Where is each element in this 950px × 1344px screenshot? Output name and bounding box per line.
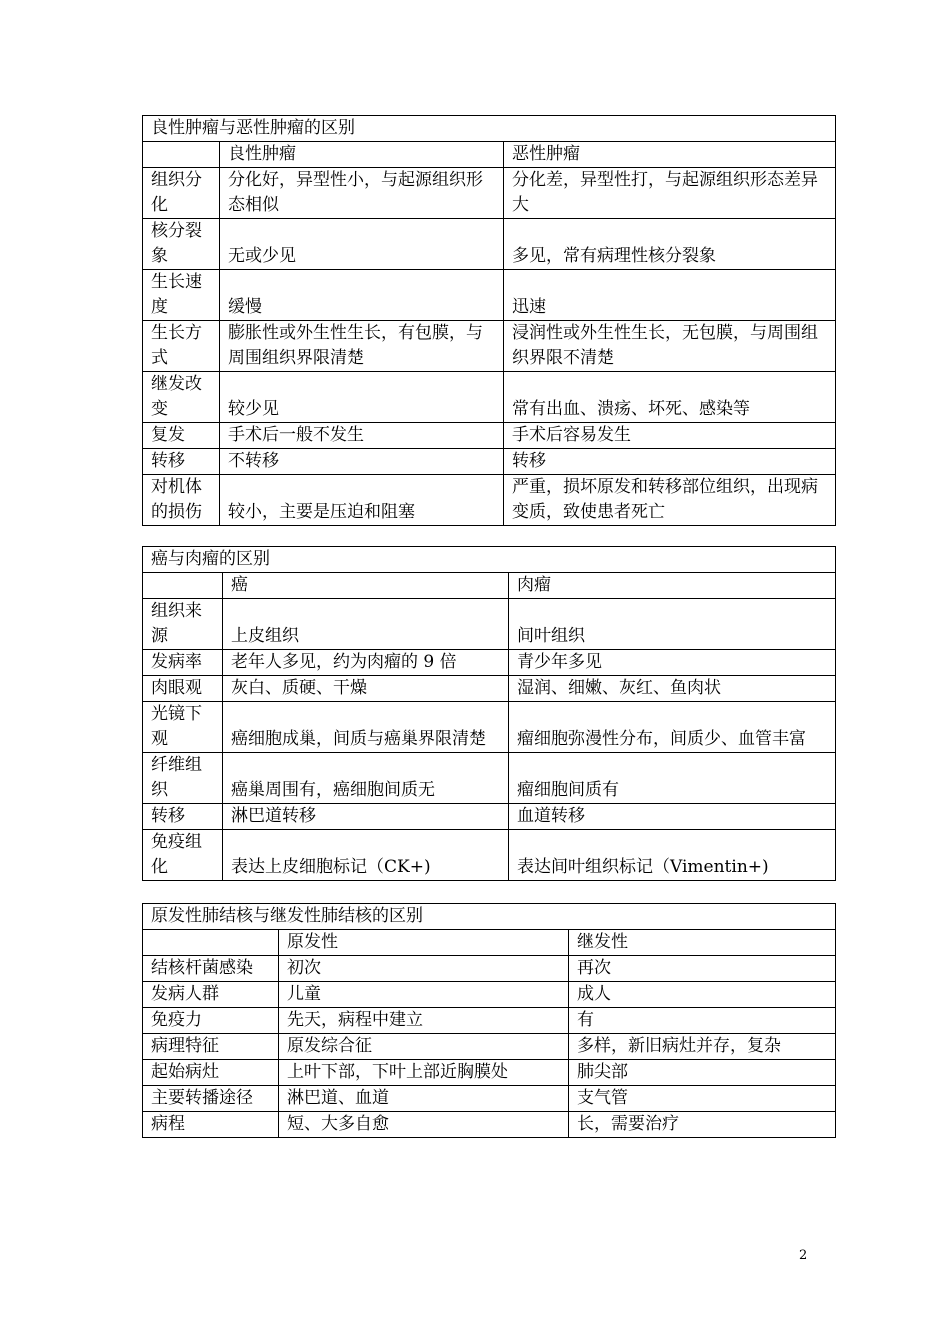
table-cell: 转移 bbox=[504, 449, 836, 475]
table-cell: 手术后一般不发生 bbox=[220, 423, 504, 449]
primary-vs-secondary-tb-table bbox=[142, 903, 836, 1138]
table-cell: 表达上皮细胞标记（CK+) bbox=[223, 830, 509, 881]
table-cell: 支气管 bbox=[569, 1086, 836, 1112]
table-row bbox=[143, 956, 836, 982]
table-cell: 多见，常有病理性核分裂象 bbox=[504, 219, 836, 270]
row-label: 核分裂象 bbox=[143, 219, 220, 270]
table-row bbox=[143, 168, 836, 219]
table-cell: 浸润性或外生性生长，无包膜，与周围组织界限不清楚 bbox=[504, 321, 836, 372]
table-row bbox=[143, 1112, 836, 1138]
table-cell: 成人 bbox=[569, 982, 836, 1008]
table-row bbox=[143, 449, 836, 475]
table-cell: 湿润、细嫩、灰红、鱼肉状 bbox=[509, 676, 836, 702]
table-row bbox=[143, 702, 836, 753]
table-row bbox=[143, 475, 836, 526]
row-label: 复发 bbox=[143, 423, 220, 449]
table-cell: 表达间叶组织标记（Vimentin+) bbox=[509, 830, 836, 881]
table-row bbox=[143, 982, 836, 1008]
table-cell: 分化差，异型性打，与起源组织形态差异大 bbox=[504, 168, 836, 219]
header-cell: 继发性 bbox=[569, 930, 836, 956]
table-cell: 缓慢 bbox=[220, 270, 504, 321]
row-label: 主要转播途径 bbox=[143, 1086, 279, 1112]
table-cell: 多样，新旧病灶并存，复杂 bbox=[569, 1034, 836, 1060]
table-header-row bbox=[143, 573, 836, 599]
table-cell: 肺尖部 bbox=[569, 1060, 836, 1086]
table-row bbox=[143, 270, 836, 321]
table-cell: 间叶组织 bbox=[509, 599, 836, 650]
page-number: 2 bbox=[799, 1248, 808, 1263]
row-label: 发病率 bbox=[143, 650, 223, 676]
table-cell: 常有出血、溃疡、坏死、感染等 bbox=[504, 372, 836, 423]
table-cell: 癌巢周围有，癌细胞间质无 bbox=[223, 753, 509, 804]
table-cell: 原发综合征 bbox=[279, 1034, 569, 1060]
table-title: 癌与肉瘤的区别 bbox=[143, 547, 836, 573]
table-row bbox=[143, 650, 836, 676]
table-cell: 再次 bbox=[569, 956, 836, 982]
header-cell bbox=[143, 573, 223, 599]
row-label: 对机体的损伤 bbox=[143, 475, 220, 526]
header-cell: 原发性 bbox=[279, 930, 569, 956]
table-cell: 较小，主要是压迫和阻塞 bbox=[220, 475, 504, 526]
table-row bbox=[143, 219, 836, 270]
table-header-row bbox=[143, 142, 836, 168]
table-cell: 青少年多见 bbox=[509, 650, 836, 676]
header-cell bbox=[143, 142, 220, 168]
row-label: 转移 bbox=[143, 449, 220, 475]
row-label: 生长方式 bbox=[143, 321, 220, 372]
table-row bbox=[143, 804, 836, 830]
row-label: 组织分化 bbox=[143, 168, 220, 219]
table-row bbox=[143, 423, 836, 449]
table-row bbox=[143, 1008, 836, 1034]
table-cell: 无或少见 bbox=[220, 219, 504, 270]
table-cell: 较少见 bbox=[220, 372, 504, 423]
table-title: 原发性肺结核与继发性肺结核的区别 bbox=[143, 904, 836, 930]
carcinoma-vs-sarcoma-table bbox=[142, 546, 836, 881]
table-cell: 不转移 bbox=[220, 449, 504, 475]
table-row bbox=[143, 599, 836, 650]
table-cell: 先天，病程中建立 bbox=[279, 1008, 569, 1034]
header-cell: 癌 bbox=[223, 573, 509, 599]
row-label: 生长速度 bbox=[143, 270, 220, 321]
table-row bbox=[143, 753, 836, 804]
table-cell: 膨胀性或外生性生长，有包膜，与周围组织界限清楚 bbox=[220, 321, 504, 372]
row-label: 纤维组织 bbox=[143, 753, 223, 804]
header-cell: 良性肿瘤 bbox=[220, 142, 504, 168]
table-cell: 短、大多自愈 bbox=[279, 1112, 569, 1138]
table-cell: 分化好，异型性小，与起源组织形态相似 bbox=[220, 168, 504, 219]
table-row bbox=[143, 372, 836, 423]
table-cell: 灰白、质硬、干燥 bbox=[223, 676, 509, 702]
table-row bbox=[143, 1060, 836, 1086]
table-cell: 初次 bbox=[279, 956, 569, 982]
table-title: 良性肿瘤与恶性肿瘤的区别 bbox=[143, 116, 836, 142]
row-label: 病理特征 bbox=[143, 1034, 279, 1060]
row-label: 继发改变 bbox=[143, 372, 220, 423]
table-cell: 严重，损坏原发和转移部位组织，出现病变质，致使患者死亡 bbox=[504, 475, 836, 526]
table-cell: 血道转移 bbox=[509, 804, 836, 830]
table-header-row bbox=[143, 930, 836, 956]
table-cell: 手术后容易发生 bbox=[504, 423, 836, 449]
row-label: 光镜下观 bbox=[143, 702, 223, 753]
row-label: 发病人群 bbox=[143, 982, 279, 1008]
table-row bbox=[143, 1086, 836, 1112]
table-cell: 癌细胞成巢，间质与癌巢界限清楚 bbox=[223, 702, 509, 753]
table-cell: 儿童 bbox=[279, 982, 569, 1008]
row-label: 转移 bbox=[143, 804, 223, 830]
row-label: 病程 bbox=[143, 1112, 279, 1138]
row-label: 组织来源 bbox=[143, 599, 223, 650]
table-cell: 上叶下部，下叶上部近胸膜处 bbox=[279, 1060, 569, 1086]
table-row bbox=[143, 830, 836, 881]
table-row bbox=[143, 321, 836, 372]
header-cell bbox=[143, 930, 279, 956]
table-row bbox=[143, 676, 836, 702]
header-cell: 肉瘤 bbox=[509, 573, 836, 599]
table-cell: 上皮组织 bbox=[223, 599, 509, 650]
table-cell: 长，需要治疗 bbox=[569, 1112, 836, 1138]
header-cell: 恶性肿瘤 bbox=[504, 142, 836, 168]
table-cell: 迅速 bbox=[504, 270, 836, 321]
row-label: 结核杆菌感染 bbox=[143, 956, 279, 982]
table-cell: 瘤细胞弥漫性分布，间质少、血管丰富 bbox=[509, 702, 836, 753]
table-row bbox=[143, 1034, 836, 1060]
row-label: 肉眼观 bbox=[143, 676, 223, 702]
table-cell: 淋巴道转移 bbox=[223, 804, 509, 830]
table-cell: 瘤细胞间质有 bbox=[509, 753, 836, 804]
table-cell: 淋巴道、血道 bbox=[279, 1086, 569, 1112]
table-cell: 有 bbox=[569, 1008, 836, 1034]
row-label: 起始病灶 bbox=[143, 1060, 279, 1086]
row-label: 免疫力 bbox=[143, 1008, 279, 1034]
benign-vs-malignant-table bbox=[142, 115, 836, 526]
table-cell: 老年人多见，约为肉瘤的 9 倍 bbox=[223, 650, 509, 676]
row-label: 免疫组化 bbox=[143, 830, 223, 881]
